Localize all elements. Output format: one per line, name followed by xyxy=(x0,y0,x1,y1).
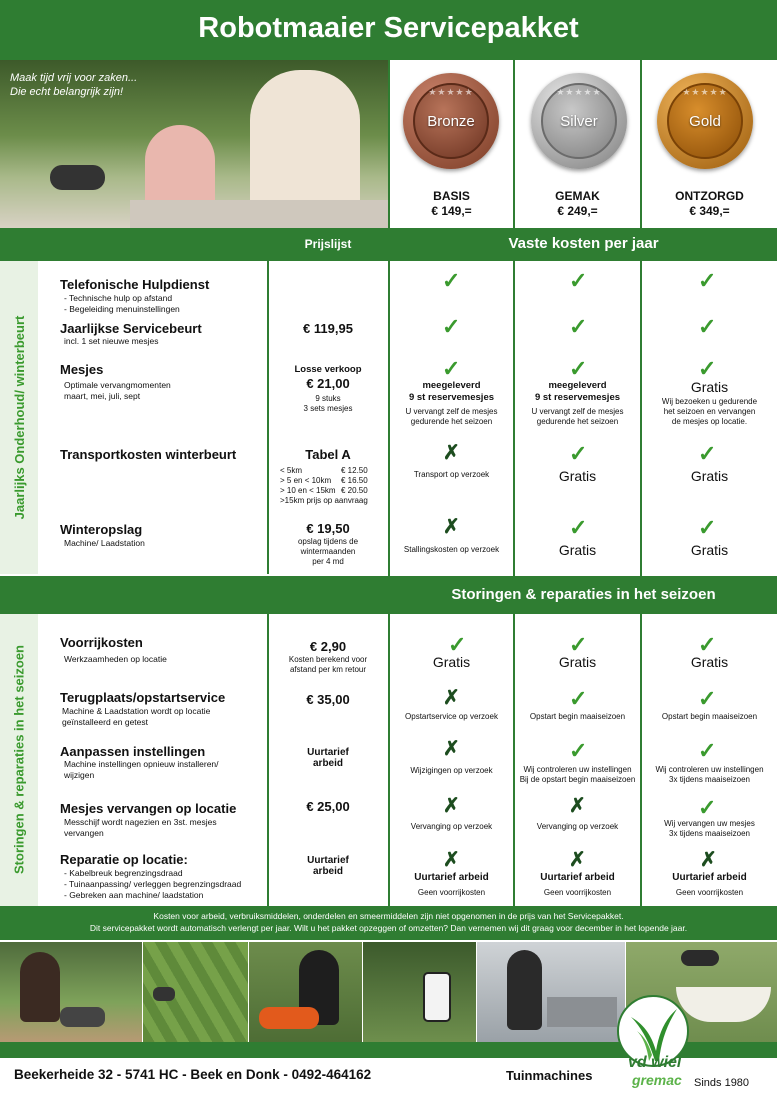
travel-sub1: Werkzaamheden op locatie xyxy=(64,654,167,664)
knives-basis-title2: 9 st reservemesjes xyxy=(408,392,495,403)
storage-price-note3: per 4 md xyxy=(312,557,344,566)
repair-price2: arbeid xyxy=(312,866,343,877)
storage-price: € 19,50 xyxy=(306,521,350,536)
repair-sub2: - Tuinaanpassing/ verleggen begrenzingsdraad xyxy=(64,879,242,889)
settings-ontzorgd-check-icon: ✓ xyxy=(698,738,717,763)
settings-ontzorgd-note1: Wij controleren uw instellingen xyxy=(655,765,764,774)
footer-tuinmachines: Tuinmachines xyxy=(506,1068,593,1083)
service-gemak-check-icon: ✓ xyxy=(569,314,588,339)
knives-basis-note2: gedurende het seizoen xyxy=(410,417,493,426)
replace-title: Mesjes vervangen op locatie xyxy=(60,801,237,816)
return-ontzorgd-note: Opstart begin maaiseizoen xyxy=(661,712,758,721)
bronze-stars-icon: ★★★★★ xyxy=(428,87,474,97)
storage-basis-note: Stallingskosten op verzoek xyxy=(403,545,500,554)
knives-gemak-check-icon: ✓ xyxy=(569,356,588,381)
travel-price: € 2,90 xyxy=(309,639,347,654)
transport-table-cost-0: € 12.50 xyxy=(341,466,368,475)
repair-sub3: - Gebreken aan machine/ laadstation xyxy=(64,890,204,900)
photo-lawn-aerial xyxy=(143,942,248,1042)
notice-line2: Dit servicepakket wordt automatisch verlengt per jaar. Wilt u het pakket opzeggen of omzetten? Dan vernemen wij dit graag voor december in het lopende jaar. xyxy=(89,923,688,933)
travel-gemak-value: Gratis xyxy=(558,654,597,670)
replace-ontzorgd-note2: 3x tijdens maaiseizoen xyxy=(669,829,750,838)
replace-sub1: Messchijf wordt nagezien en 3st. mesjes xyxy=(64,817,217,827)
knives-ontzorgd-note3: de mesjes op locatie. xyxy=(671,417,748,426)
settings-gemak-note2: Bij de opstart begin maaiseizoen xyxy=(519,775,636,784)
travel-title: Voorrijkosten xyxy=(60,635,143,650)
transport-ontzorgd-value: Gratis xyxy=(690,468,729,484)
transport-table-range-1: > 5 en < 10km xyxy=(280,476,332,485)
silver-stars-icon: ★★★★★ xyxy=(556,87,602,97)
silver-medal xyxy=(531,73,627,169)
replace-gemak-cross-icon: ✗ xyxy=(569,795,586,817)
travel-basis-value: Gratis xyxy=(432,654,471,670)
bronze-medal xyxy=(403,73,499,169)
package-name-gemak: GEMAK xyxy=(555,189,600,203)
photo-workshop xyxy=(477,942,625,1042)
repair-gemak-cross-icon: ✗ xyxy=(569,849,586,871)
knives-price-label: Losse verkoop xyxy=(294,364,362,375)
section2-title: Storingen & reparaties in het seizoen xyxy=(451,586,716,603)
travel-ontzorgd-value: Gratis xyxy=(690,654,729,670)
settings-price2: arbeid xyxy=(312,758,343,769)
repair-gemak-note: Geen voorrijkosten xyxy=(543,888,612,897)
col-divider-1 xyxy=(388,60,390,906)
page-title: Robotmaaier Servicepakket xyxy=(198,12,579,44)
package-name-basis: BASIS xyxy=(433,189,470,203)
return-price: € 35,00 xyxy=(306,692,350,707)
section1-side-label: Jaarlijks Onderhoud/ winterbeurt xyxy=(12,315,27,520)
package-price-gemak: € 249,= xyxy=(557,204,598,218)
gold-medal xyxy=(657,73,753,169)
silver-medal-label: Silver xyxy=(560,112,598,130)
helpdesk-gemak-check-icon: ✓ xyxy=(569,268,588,293)
helpdesk-sub1: - Technische hulp op afstand xyxy=(64,293,173,303)
storage-price-note1: opslag tijdens de xyxy=(297,537,359,546)
knives-basis-note1: U vervangt zelf de mesjes xyxy=(405,407,498,416)
travel-gemak-check-icon: ✓ xyxy=(569,632,588,657)
storage-gemak-check-icon: ✓ xyxy=(569,515,588,540)
travel-ontzorgd-check-icon: ✓ xyxy=(698,632,717,657)
hero-mower xyxy=(50,165,105,190)
helpdesk-sub2: - Begeleiding menuinstellingen xyxy=(64,304,180,314)
replace-basis-note: Vervanging op verzoek xyxy=(410,822,493,831)
hero-table xyxy=(130,200,388,228)
transport-table-cost-2: € 20.50 xyxy=(341,486,368,495)
logo-line2: gremac xyxy=(632,1072,682,1088)
hero-photo xyxy=(0,60,388,228)
helpdesk-title: Telefonische Hulpdienst xyxy=(60,277,210,292)
storage-ontzorgd-check-icon: ✓ xyxy=(698,515,717,540)
package-price-basis: € 149,= xyxy=(431,204,472,218)
repair-ontzorgd-title: Uurtarief arbeid xyxy=(672,872,747,883)
return-sub1: Machine & Laadstation wordt op locatie xyxy=(62,706,211,716)
repair-basis-cross-icon: ✗ xyxy=(443,849,460,871)
service-price: € 119,95 xyxy=(303,321,353,336)
return-title: Terugplaats/opstartservice xyxy=(60,690,226,705)
gold-medal-label: Gold xyxy=(689,112,721,130)
transport-price: Tabel A xyxy=(305,447,351,462)
photo-phone-app xyxy=(363,942,476,1042)
photo-technician-mower xyxy=(249,942,362,1042)
storage-gemak-value: Gratis xyxy=(558,542,597,558)
knives-title: Mesjes xyxy=(60,362,104,377)
knives-sub1: Optimale vervangmomenten xyxy=(64,380,171,390)
travel-basis-check-icon: ✓ xyxy=(448,632,467,657)
settings-title: Aanpassen instellingen xyxy=(60,744,206,759)
settings-ontzorgd-note2: 3x tijdens maaiseizoen xyxy=(669,775,750,784)
photo-woman-mower xyxy=(0,942,142,1042)
knives-basis-check-icon: ✓ xyxy=(442,356,461,381)
service-title: Jaarlijkse Servicebeurt xyxy=(60,321,202,336)
service-sub1: incl. 1 set nieuwe mesjes xyxy=(64,336,159,346)
storage-sub1: Machine/ Laadstation xyxy=(64,538,145,548)
replace-sub2: vervangen xyxy=(64,828,104,838)
section2-side-label: Storingen & reparaties in het seizoen xyxy=(11,645,27,874)
knives-price-note1: 9 stuks xyxy=(315,394,341,403)
hero-tagline-2: Die echt belangrijk zijn! xyxy=(10,86,124,98)
service-basis-check-icon: ✓ xyxy=(442,314,461,339)
transport-table-cost-1: € 16.50 xyxy=(341,476,368,485)
logo-line1: vd wiel xyxy=(628,1054,682,1071)
replace-gemak-note: Vervanging op verzoek xyxy=(536,822,619,831)
settings-basis-cross-icon: ✗ xyxy=(443,738,460,760)
knives-price: € 21,00 xyxy=(306,376,350,391)
travel-price-note1: Kosten berekend voor xyxy=(288,655,368,664)
helpdesk-basis-check-icon: ✓ xyxy=(442,268,461,293)
notice-line1: Kosten voor arbeid, verbruiksmiddelen, onderdelen en smeermiddelen zijn niet opgenomen in de prijs van het Servicepakket. xyxy=(153,911,624,921)
repair-basis-title: Uurtarief arbeid xyxy=(414,872,489,883)
travel-price-note2: afstand per km retour xyxy=(289,665,367,674)
knives-ontzorgd-title: Gratis xyxy=(690,379,729,395)
knives-price-note2: 3 sets mesjes xyxy=(303,404,353,413)
hero-tagline-1: Maak tijd vrij voor zaken... xyxy=(10,72,138,84)
settings-gemak-check-icon: ✓ xyxy=(569,738,588,763)
logo-since: Sinds 1980 xyxy=(694,1077,750,1089)
footer-address: Beekerheide 32 - 5741 HC - Beek en Donk - 0492-464162 xyxy=(14,1067,372,1082)
transport-basis-cross-icon: ✗ xyxy=(443,442,460,464)
return-gemak-check-icon: ✓ xyxy=(569,686,588,711)
settings-sub2: wijzigen xyxy=(64,770,95,780)
knives-ontzorgd-note2: het seizoen en vervangen xyxy=(663,407,756,416)
transport-table-range-0: < 5km xyxy=(280,466,303,475)
storage-price-note2: wintermaanden xyxy=(300,547,356,556)
repair-title: Reparatie op locatie: xyxy=(60,852,188,867)
transport-gemak-value: Gratis xyxy=(558,468,597,484)
knives-sub2: maart, mei, juli, sept xyxy=(64,391,141,401)
knives-gemak-note2: gedurende het seizoen xyxy=(536,417,619,426)
storage-basis-cross-icon: ✗ xyxy=(443,516,460,538)
return-basis-cross-icon: ✗ xyxy=(443,687,460,709)
service-ontzorgd-check-icon: ✓ xyxy=(698,314,717,339)
knives-basis-title1: meegeleverd xyxy=(422,380,481,391)
package-name-ontzorgd: ONTZORGD xyxy=(675,189,744,203)
repair-ontzorgd-cross-icon: ✗ xyxy=(700,849,717,871)
transport-table-range-3: >15km prijs op aanvraag xyxy=(280,496,368,505)
helpdesk-ontzorgd-check-icon: ✓ xyxy=(698,268,717,293)
knives-gemak-note1: U vervangt zelf de mesjes xyxy=(531,407,624,416)
return-gemak-note: Opstart begin maaiseizoen xyxy=(529,712,626,721)
knives-gemak-title1: meegeleverd xyxy=(548,380,607,391)
knives-ontzorgd-check-icon: ✓ xyxy=(698,356,717,381)
settings-basis-note: Wijzigingen op verzoek xyxy=(410,766,493,775)
replace-ontzorgd-note1: Wij vervangen uw mesjes xyxy=(664,819,755,828)
gold-stars-icon: ★★★★★ xyxy=(682,87,728,97)
transport-table-range-2: > 10 en < 15km xyxy=(280,486,336,495)
knives-ontzorgd-note1: Wij bezoeken u gedurende xyxy=(661,397,758,406)
transport-ontzorgd-check-icon: ✓ xyxy=(698,441,717,466)
repair-basis-note: Geen voorrijkosten xyxy=(417,888,486,897)
bronze-medal-label: Bronze xyxy=(427,112,475,130)
settings-gemak-note1: Wij controleren uw instellingen xyxy=(523,765,632,774)
transport-gemak-check-icon: ✓ xyxy=(569,441,588,466)
return-sub2: geïnstalleerd en getest xyxy=(62,717,149,727)
replace-price: € 25,00 xyxy=(306,799,350,814)
repair-price1: Uurtarief xyxy=(307,855,349,866)
settings-price1: Uurtarief xyxy=(307,747,349,758)
storage-title: Winteropslag xyxy=(60,522,143,537)
repair-ontzorgd-note: Geen voorrijkosten xyxy=(675,888,744,897)
hero-person-adult xyxy=(250,70,360,220)
replace-basis-cross-icon: ✗ xyxy=(443,795,460,817)
repair-gemak-title: Uurtarief arbeid xyxy=(540,872,615,883)
repair-sub1: - Kabelbreuk begrenzingsdraad xyxy=(64,868,183,878)
replace-ontzorgd-check-icon: ✓ xyxy=(698,795,717,820)
return-basis-note: Opstartservice op verzoek xyxy=(405,712,498,721)
storage-ontzorgd-value: Gratis xyxy=(690,542,729,558)
return-ontzorgd-check-icon: ✓ xyxy=(698,686,717,711)
settings-sub1: Machine instellingen opnieuw installeren/ xyxy=(64,759,219,769)
knives-gemak-title2: 9 st reservemesjes xyxy=(534,392,621,403)
section1-title: Vaste kosten per jaar xyxy=(508,235,659,252)
transport-basis-note: Transport op verzoek xyxy=(413,470,490,479)
pricelist-label: Prijslijst xyxy=(304,237,352,251)
package-price-ontzorgd: € 349,= xyxy=(689,204,730,218)
transport-title: Transportkosten winterbeurt xyxy=(60,447,237,462)
